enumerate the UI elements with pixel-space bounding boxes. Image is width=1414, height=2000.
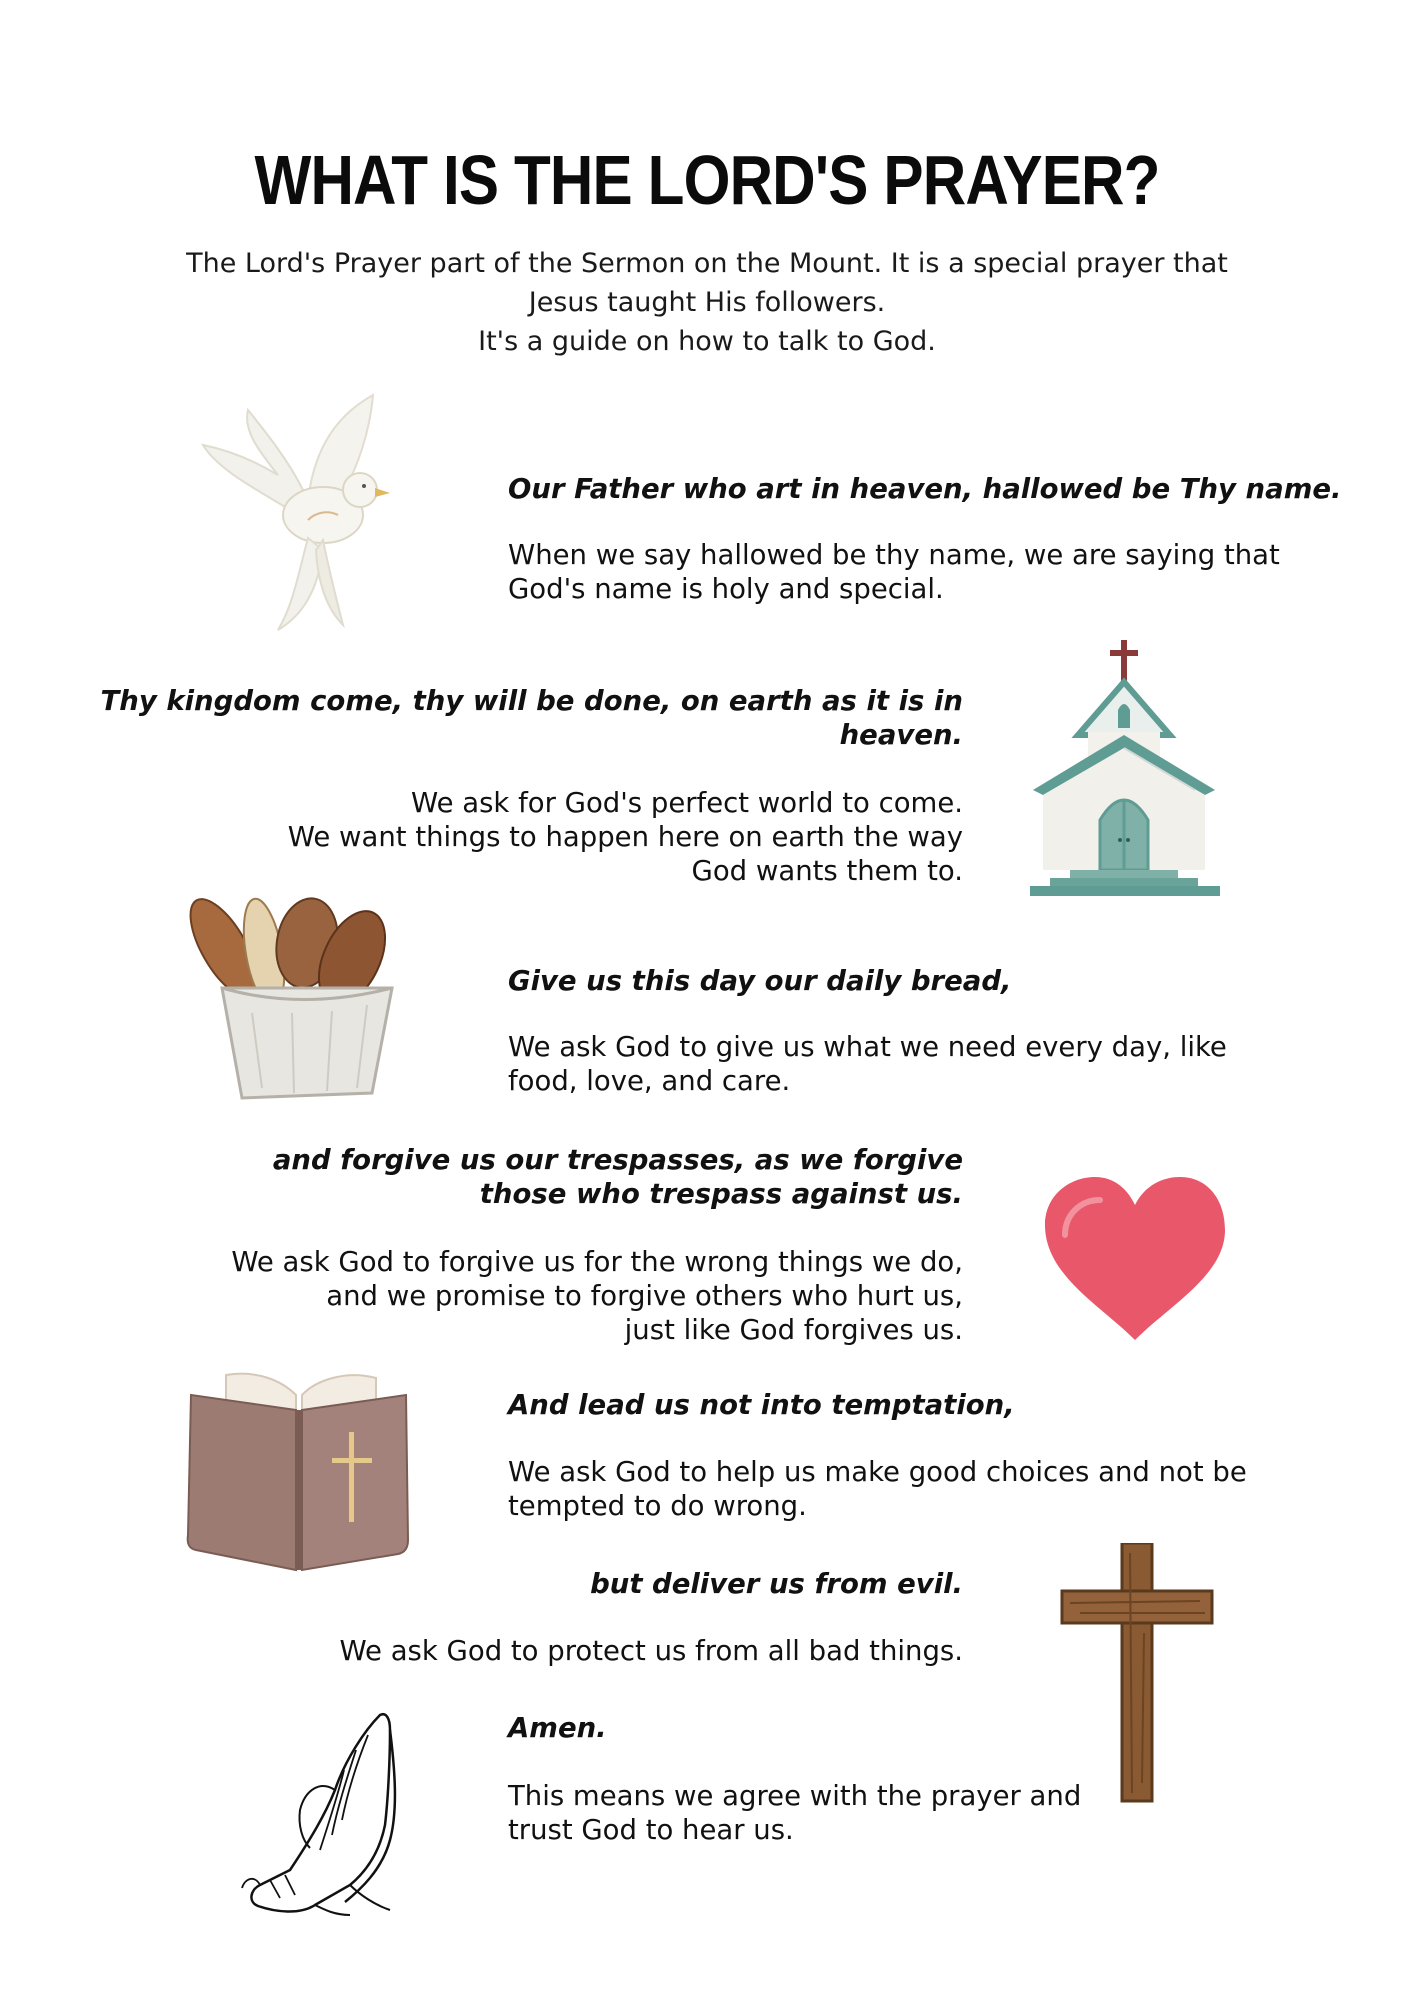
intro-line: It's a guide on how to talk to God. xyxy=(478,326,936,357)
section-body-line: food, love, and care. xyxy=(508,1065,791,1097)
praying-hands-icon xyxy=(240,1710,420,1920)
section-heading: heaven. xyxy=(839,719,963,751)
section-body-line: We ask God to give us what we need every day, like xyxy=(508,1031,1227,1063)
dove-icon xyxy=(198,390,418,640)
page-title: WHAT IS THE LORD'S PRAYER? xyxy=(254,141,1160,219)
section-heading: Amen. xyxy=(508,1712,607,1744)
intro-paragraph xyxy=(140,244,1274,361)
section-body-line: tempted to do wrong. xyxy=(508,1490,807,1522)
section-heading: and forgive us our trespasses, as we forgive xyxy=(272,1144,963,1176)
church-icon xyxy=(1030,640,1240,902)
section-body-line: When we say hallowed be thy name, we are saying that xyxy=(508,539,1280,571)
section-heading: And lead us not into temptation, xyxy=(508,1389,1015,1421)
cross-icon xyxy=(1060,1543,1220,1803)
intro-line: Jesus taught His followers. xyxy=(528,287,886,318)
section-body-line: God wants them to. xyxy=(691,855,963,887)
section-body-line: and we promise to forgive others who hurt us, xyxy=(326,1280,963,1312)
section-body-line: trust God to hear us. xyxy=(508,1814,794,1846)
section-heading: but deliver us from evil. xyxy=(590,1568,963,1600)
section-heading: Our Father who art in heaven, hallowed be Thy name. xyxy=(508,473,1342,505)
section-body-line: We ask God to protect us from all bad things. xyxy=(339,1635,963,1667)
section-body-line: We ask God to forgive us for the wrong things we do, xyxy=(231,1246,963,1278)
intro-line: The Lord's Prayer part of the Sermon on the Mount. It is a special prayer that xyxy=(186,248,1228,279)
section-heading: those who trespass against us. xyxy=(479,1178,963,1210)
section-body-line: We ask for God's perfect world to come. xyxy=(411,787,963,819)
section-heading: Give us this day our daily bread, xyxy=(508,965,1012,997)
section-body-line: just like God forgives us. xyxy=(624,1314,963,1346)
heart-icon xyxy=(1040,1175,1230,1345)
section-body-line: God's name is holy and special. xyxy=(508,573,944,605)
bread-basket-icon xyxy=(182,893,412,1105)
section-body-line: We ask God to help us make good choices and not be xyxy=(508,1456,1247,1488)
section-body-line: This means we agree with the prayer and xyxy=(508,1780,1082,1812)
section-body-line: We want things to happen here on earth the way xyxy=(287,821,963,853)
section-heading: Thy kingdom come, thy will be done, on earth as it is in xyxy=(100,685,963,717)
bible-icon xyxy=(186,1370,412,1575)
